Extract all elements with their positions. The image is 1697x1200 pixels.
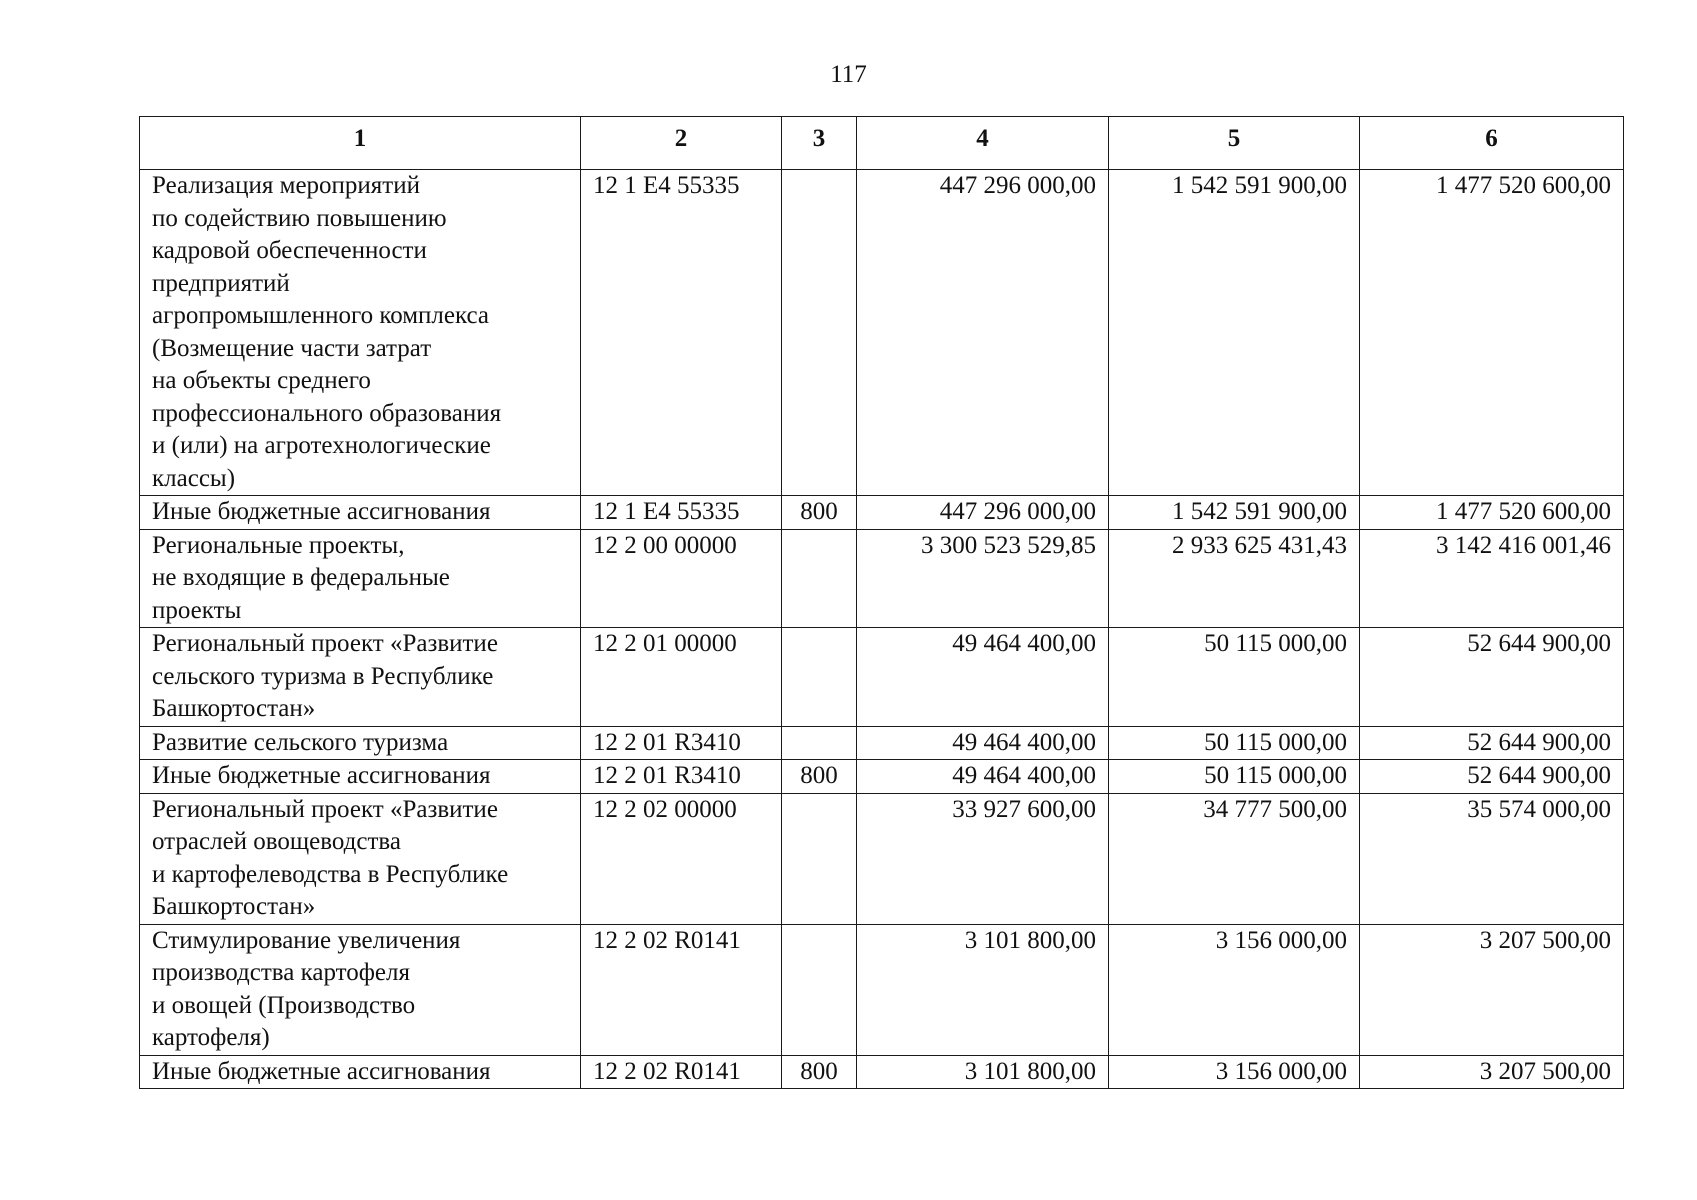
target-code: 12 2 02 R0141 [581, 924, 782, 1055]
expense-type [782, 628, 857, 727]
row-name: Реализация мероприятий по содействию повышению кадровой обеспеченности предприятий агропромышленного комплекса (Возмещение части затрат на объекты среднего профессионального образования и (или) на агротехнологические классы) [140, 170, 581, 496]
amount-col5: 34 777 500,00 [1109, 793, 1360, 924]
target-code: 12 2 01 00000 [581, 628, 782, 727]
amount-col5: 50 115 000,00 [1109, 726, 1360, 760]
budget-table [139, 116, 1624, 1089]
target-code: 12 2 02 R0141 [581, 1055, 782, 1089]
column-header-4: 4 [857, 117, 1109, 170]
column-header-6: 6 [1360, 117, 1624, 170]
target-code: 12 2 01 R3410 [581, 760, 782, 794]
expense-type [782, 726, 857, 760]
amount-col6: 52 644 900,00 [1360, 726, 1624, 760]
table-row [140, 924, 1624, 1055]
row-name: Развитие сельского туризма [140, 726, 581, 760]
header-row [140, 117, 1624, 170]
expense-type [782, 529, 857, 628]
table-row [140, 529, 1624, 628]
amount-col4: 49 464 400,00 [857, 760, 1109, 794]
column-header-1: 1 [140, 117, 581, 170]
amount-col4: 49 464 400,00 [857, 726, 1109, 760]
amount-col5: 1 542 591 900,00 [1109, 496, 1360, 530]
table-row [140, 726, 1624, 760]
amount-col6: 52 644 900,00 [1360, 628, 1624, 727]
amount-col6: 3 207 500,00 [1360, 1055, 1624, 1089]
target-code: 12 2 00 00000 [581, 529, 782, 628]
amount-col5: 3 156 000,00 [1109, 924, 1360, 1055]
expense-type [782, 793, 857, 924]
amount-col6: 52 644 900,00 [1360, 760, 1624, 794]
table-row [140, 1055, 1624, 1089]
amount-col4: 33 927 600,00 [857, 793, 1109, 924]
row-name: Стимулирование увеличения производства картофеля и овощей (Производство картофеля) [140, 924, 581, 1055]
amount-col4: 447 296 000,00 [857, 170, 1109, 496]
table-body [140, 170, 1624, 1089]
target-code: 12 1 E4 55335 [581, 170, 782, 496]
row-name: Региональный проект «Развитие сельского туризма в Республике Башкортостан» [140, 628, 581, 727]
target-code: 12 2 02 00000 [581, 793, 782, 924]
expense-type [782, 170, 857, 496]
row-name: Региональные проекты, не входящие в федеральные проекты [140, 529, 581, 628]
amount-col6: 1 477 520 600,00 [1360, 496, 1624, 530]
table-row [140, 628, 1624, 727]
amount-col4: 447 296 000,00 [857, 496, 1109, 530]
column-header-5: 5 [1109, 117, 1360, 170]
expense-type [782, 924, 857, 1055]
expense-type: 800 [782, 496, 857, 530]
amount-col5: 50 115 000,00 [1109, 628, 1360, 727]
target-code: 12 2 01 R3410 [581, 726, 782, 760]
table-row [140, 793, 1624, 924]
amount-col6: 1 477 520 600,00 [1360, 170, 1624, 496]
row-name: Иные бюджетные ассигнования [140, 1055, 581, 1089]
table-row [140, 496, 1624, 530]
expense-type: 800 [782, 1055, 857, 1089]
table-row [140, 760, 1624, 794]
amount-col5: 3 156 000,00 [1109, 1055, 1360, 1089]
column-header-3: 3 [782, 117, 857, 170]
page-number: 117 [830, 61, 867, 88]
table-row [140, 170, 1624, 496]
amount-col6: 35 574 000,00 [1360, 793, 1624, 924]
expense-type: 800 [782, 760, 857, 794]
amount-col4: 49 464 400,00 [857, 628, 1109, 727]
amount-col4: 3 101 800,00 [857, 924, 1109, 1055]
amount-col4: 3 101 800,00 [857, 1055, 1109, 1089]
amount-col5: 1 542 591 900,00 [1109, 170, 1360, 496]
row-name: Региональный проект «Развитие отраслей овощеводства и картофелеводства в Республике Башкортостан» [140, 793, 581, 924]
amount-col4: 3 300 523 529,85 [857, 529, 1109, 628]
amount-col5: 50 115 000,00 [1109, 760, 1360, 794]
row-name: Иные бюджетные ассигнования [140, 496, 581, 530]
amount-col6: 3 207 500,00 [1360, 924, 1624, 1055]
target-code: 12 1 E4 55335 [581, 496, 782, 530]
amount-col6: 3 142 416 001,46 [1360, 529, 1624, 628]
row-name: Иные бюджетные ассигнования [140, 760, 581, 794]
column-header-2: 2 [581, 117, 782, 170]
amount-col5: 2 933 625 431,43 [1109, 529, 1360, 628]
